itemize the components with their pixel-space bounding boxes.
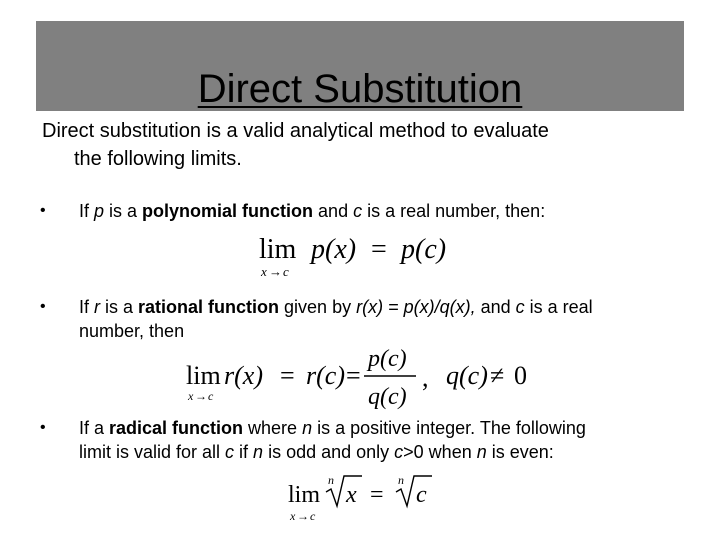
bullet-marker: •	[40, 202, 46, 219]
text-fragment: is a	[104, 201, 143, 221]
bullet-marker: •	[40, 419, 46, 436]
math-var: p	[94, 201, 105, 221]
lim-operator: lim	[186, 361, 221, 390]
text-fragment: is a positive integer. The following	[312, 418, 586, 438]
lim-sub-arrow: →	[269, 264, 282, 279]
text-fragment: is even:	[486, 442, 554, 462]
lim-sub-arrow: →	[195, 389, 207, 403]
math-var: c	[353, 201, 363, 221]
bullet-marker: •	[40, 298, 46, 315]
term-bold: rational function	[138, 297, 280, 317]
text-fragment: If	[79, 297, 95, 317]
math-expression: r(x) = p(x)/q(x),	[356, 297, 476, 317]
lim-operator: lim	[259, 234, 297, 265]
formula-polynomial-limit	[255, 228, 470, 285]
lim-operator: lim	[288, 482, 321, 508]
formula-rhs: p(c)	[401, 234, 447, 265]
math-var: c	[225, 442, 235, 462]
math-var: n	[476, 442, 487, 462]
lim-sub-arrow: →	[297, 509, 309, 523]
formula-equals: =	[280, 361, 295, 390]
text-fragment: is a	[100, 297, 139, 317]
condition-lhs: q(c)	[446, 361, 488, 390]
slide-title: Direct Substitution	[197, 67, 523, 111]
radical-index: n	[328, 473, 334, 487]
math-var: c	[394, 442, 404, 462]
text-fragment: if	[234, 442, 254, 462]
bullet-text	[79, 199, 679, 223]
formula-rational-limit	[184, 342, 544, 417]
intro-line-1: Direct substitution is a valid analytical method to evaluate	[42, 120, 549, 142]
math-var: n	[253, 442, 264, 462]
formula-equals-2: =	[346, 361, 361, 390]
lim-sub-c: c	[283, 264, 289, 279]
text-fragment: is a real	[524, 297, 593, 317]
math-var: r	[94, 297, 101, 317]
radical-index: n	[398, 473, 404, 487]
lim-sub-x: x	[188, 389, 194, 403]
text-fragment: If	[79, 201, 95, 221]
lim-sub-c: c	[310, 509, 316, 523]
formula-lhs: p(x)	[311, 234, 357, 265]
lim-sub-x: x	[290, 509, 296, 523]
text-fragment: where	[243, 418, 303, 438]
fraction-denominator: q(c)	[368, 384, 407, 410]
not-equal-sign: ≠	[490, 361, 505, 390]
condition-rhs: 0	[514, 361, 527, 390]
title-bar	[36, 21, 684, 111]
math-var: n	[302, 418, 313, 438]
term-bold: radical function	[109, 418, 244, 438]
text-fragment: is odd and only	[263, 442, 395, 462]
text-fragment: If a	[79, 418, 110, 438]
formula-equals: =	[370, 482, 384, 508]
radicand: c	[416, 482, 427, 508]
formula-equals: =	[371, 234, 387, 265]
text-fragment: and	[475, 297, 516, 317]
math-var: c	[515, 297, 525, 317]
radicand: x	[346, 482, 357, 508]
lim-sub-x: x	[261, 264, 267, 279]
lim-sub-c: c	[208, 389, 214, 403]
text-fragment: given by	[279, 297, 357, 317]
intro-paragraph	[42, 117, 682, 173]
formula-radical-limit	[286, 470, 446, 535]
bullet-text	[79, 416, 679, 464]
formula-lhs: r(x)	[224, 361, 263, 390]
text-fragment: number, then	[79, 321, 185, 341]
text-fragment: is a real number, then:	[362, 201, 546, 221]
formula-comma: ,	[422, 363, 429, 392]
text-fragment: and	[313, 201, 354, 221]
bullet-text	[79, 295, 679, 343]
term-bold: polynomial function	[142, 201, 314, 221]
text-fragment: >0 when	[403, 442, 477, 462]
formula-mid: r(c)	[306, 361, 345, 390]
fraction-numerator: p(c)	[368, 346, 407, 372]
text-fragment: limit is valid for all	[79, 442, 226, 462]
intro-line-2: the following limits.	[74, 148, 242, 170]
